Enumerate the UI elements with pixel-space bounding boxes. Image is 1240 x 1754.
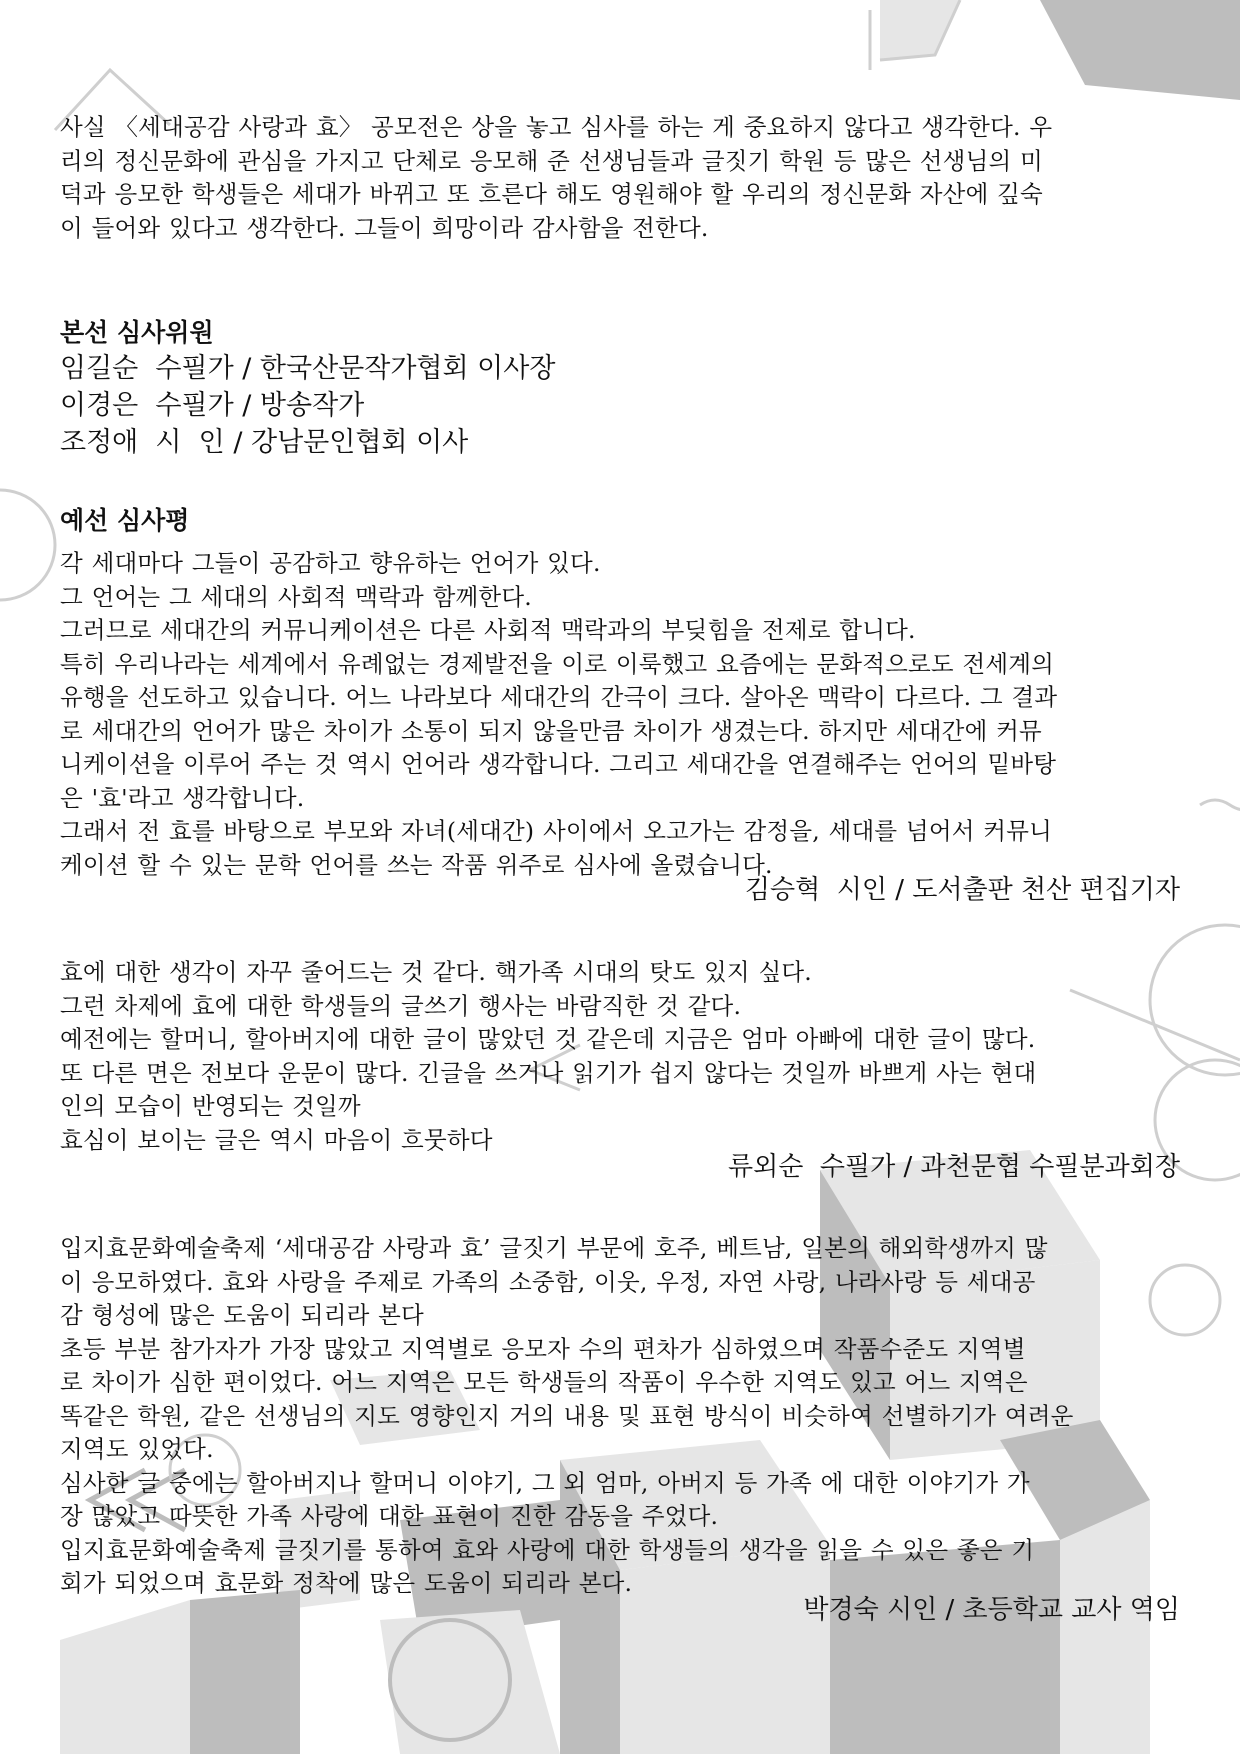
review-2-signature: 류외순 수필가 / 과천문협 수필분과회장 [728, 1152, 1180, 1182]
judge-entry: 이경은 수필가 / 방송작가 [60, 390, 365, 421]
review-1-text [60, 547, 1180, 882]
preliminary-review-heading: 예선 심사평 [60, 506, 190, 535]
intro-line: 사실 〈세대공감 사랑과 효〉 공모전은 상을 놓고 심사를 하는 게 중요하지 않다고 생각한다. 우 [60, 113, 1053, 141]
review-line: 그러므로 세대간의 커뮤니케이션은 다른 사회적 맥락과의 부딪힘을 전제로 합니다. [60, 616, 916, 644]
review-line: 그런 차제에 효에 대한 학생들의 글쓰기 행사는 바람직한 것 같다. [60, 991, 742, 1020]
review-line: 로 세대간의 언어가 많은 차이가 소통이 되지 않을만큼 차이가 생겼는다. 하지만 세대간에 커뮤 [60, 716, 1042, 745]
intro-paragraph [60, 111, 1180, 245]
review-line: 은 '효'라고 생각합니다. [60, 783, 305, 812]
review-line: 초등 부분 참가자가 가장 많았고 지역별로 응모자 수의 편차가 심하였으며 작품수준도 지역별 [60, 1334, 1026, 1363]
review-3-signature: 박경숙 시인 / 초등학교 교사 역임 [803, 1595, 1180, 1625]
review-line: 감 형성에 많은 도움이 되리라 본다 [60, 1301, 424, 1329]
cube-top-right [870, 0, 1240, 100]
review-line: 지역도 있었다. [60, 1435, 214, 1463]
review-line: 로 차이가 심한 편이었다. 어느 지역은 모든 학생들의 작품이 우수한 지역도 있고 어느 지역은 [60, 1368, 1028, 1396]
review-line: 그래서 전 효를 바탕으로 부모와 자녀(세대간) 사이에서 오고가는 감정을, 세대를 넘어서 커뮤니 [60, 817, 1053, 845]
review-line: 케이션 할 수 있는 문학 언어를 쓰는 작품 위주로 심사에 올렸습니다. [60, 850, 773, 879]
review-line: 특히 우리나라는 세계에서 유례없는 경제발전을 이로 이룩했고 요즘에는 문화적으로도 전세계의 [60, 649, 1055, 678]
judge-entry: 조정애 시 인 / 강남문인협회 이사 [60, 427, 469, 458]
review-line: 효심이 보이는 글은 역시 마음이 흐뭇하다 [60, 1125, 493, 1154]
review-line: 또 다른 면은 전보다 운문이 많다. 긴글을 쓰거나 읽기가 쉽지 않다는 것일까 바쁘게 사는 현대 [60, 1058, 1037, 1087]
review-1-signature: 김승혁 시인 / 도서출판 천산 편집기자 [744, 875, 1180, 905]
review-line: 회가 되었으며 효문화 정착에 많은 도움이 되리라 본다. [60, 1569, 633, 1597]
review-line: 입지효문화예술축제 ‘세대공감 사랑과 효’ 글짓기 부문에 호주, 베트남, 일본의 해외학생까지 많 [60, 1234, 1048, 1262]
review-line: 그 언어는 그 세대의 사회적 맥락과 함께한다. [60, 582, 532, 611]
review-line: 예전에는 할머니, 할아버지에 대한 글이 많았던 것 같은데 지금은 엄마 아빠에 대한 글이 많다. [60, 1025, 1036, 1053]
review-line: 유행을 선도하고 있습니다. 어느 나라보다 세대간의 간극이 크다. 살아온 맥락이 다르다. 그 결과 [60, 683, 1058, 711]
review-line: 입지효문화예술축제 글짓기를 통하여 효와 사랑에 대한 학생들의 생각을 읽을 수 있은 좋은 기 [60, 1535, 1035, 1564]
review-2-text [60, 956, 1180, 1157]
intro-line: 리의 정신문화에 관심을 가지고 단체로 응모해 준 선생님들과 글짓기 학원 등 많은 선생님의 미 [60, 146, 1043, 175]
final-judges-heading: 본선 심사위원 [60, 318, 214, 347]
review-line: 각 세대마다 그들이 공감하고 향유하는 언어가 있다. [60, 549, 601, 577]
review-line: 장 많았고 따뜻한 가족 사랑에 대한 표현이 진한 감동을 주었다. [60, 1502, 719, 1530]
review-3-text [60, 1232, 1180, 1601]
review-line: 효에 대한 생각이 자꾸 줄어드는 것 같다. 핵가족 시대의 탓도 있지 싶다. [60, 958, 812, 986]
review-line: 인의 모습이 반영되는 것일까 [60, 1092, 361, 1120]
circle-left [0, 490, 55, 600]
judge-entry: 임길순 수필가 / 한국산문작가협회 이사장 [60, 353, 556, 384]
intro-line: 덕과 응모한 학생들은 세대가 바뀌고 또 흐른다 해도 영원해야 할 우리의 정신문화 자산에 깊숙 [60, 180, 1043, 208]
intro-line: 이 들어와 있다고 생각한다. 그들이 희망이라 감사함을 전한다. [60, 213, 709, 242]
review-line: 똑같은 학원, 같은 선생님의 지도 영향인지 거의 내용 및 표현 방식이 비슷하여 선별하기가 여려운 [60, 1401, 1074, 1430]
review-line: 이 응모하였다. 효와 사랑을 주제로 가족의 소중함, 이웃, 우정, 자연 사랑, 나라사랑 등 세대공 [60, 1267, 1036, 1296]
review-line: 니케이션을 이루어 주는 것 역시 언어라 생각합니다. 그리고 세대간을 연결해주는 언어의 밑바탕 [60, 750, 1057, 778]
review-line: 심사한 글 중에는 할아버지나 할머니 이야기, 그 외 엄마, 아버지 등 가족 에 대한 이야기가 가 [60, 1468, 1030, 1497]
